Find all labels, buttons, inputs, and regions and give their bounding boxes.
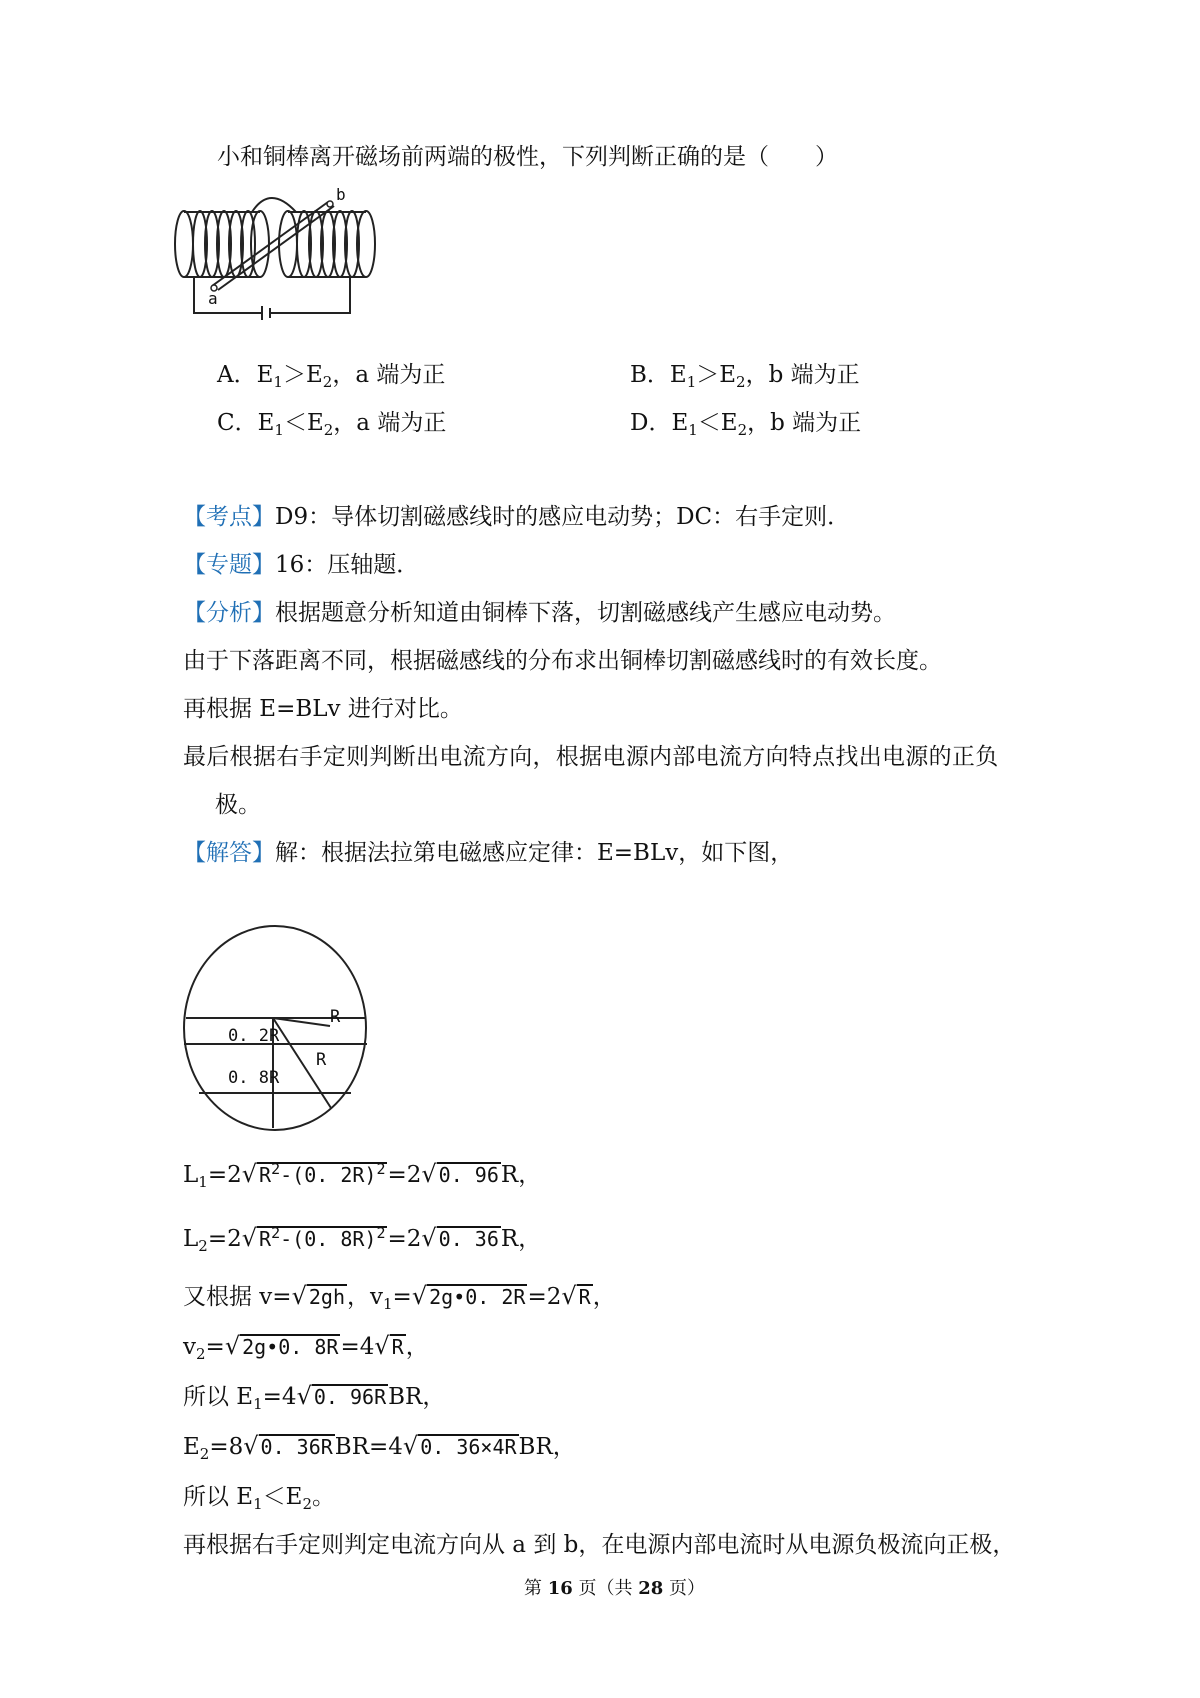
fenxi-line-2: 由于下落距离不同，根据磁感线的分布求出铜棒切割磁感线时的有效长度。 (183, 648, 942, 674)
question-stem: 小和铜棒离开磁场前两端的极性，下列判断正确的是（ ） (217, 144, 838, 170)
coil-figure (170, 182, 410, 348)
last-line: 再根据右手定则判定电流方向从 a 到 b，在电源内部电流时从电源负极流向正极， (183, 1532, 1016, 1558)
page-footer: 第 16 页（共 28 页） (524, 1578, 706, 1599)
label-a: a (208, 289, 218, 308)
jieda-text: 解：根据法拉第电磁感应定律：E=BLv，如下图， (275, 840, 794, 866)
formula-l1: $L_1=2√$ $R^2-(0$. 2R)$^2$=2√ 0. 96R， (183, 1160, 542, 1191)
formula-v: 又根据 v=√ 2gh，$v_1=√$ 2g•0. 2R=2√ R， (183, 1282, 616, 1313)
jieda-line (183, 838, 793, 868)
zhuanti-line (183, 550, 419, 580)
label-r-top: R (330, 1007, 341, 1027)
zhuanti-text: 16：压轴题． (275, 552, 420, 578)
page-total: 28 (638, 1578, 664, 1599)
formula-e2: $E_2=8√$ 0. 36RBR=4√ 0. 36×4RBR， (183, 1432, 576, 1463)
label-0-8r: 0. 8R (228, 1068, 280, 1088)
fenxi-text: 根据题意分析知道由铜棒下落，切割磁感线产生感应电动势。 (275, 600, 896, 626)
option-d: D．$E_1<E_2$，b 端为正 (630, 410, 862, 439)
kaodian-text: D9：导体切割磁感线时的感应电动势；DC：右手定则． (275, 504, 851, 530)
label-b: b (336, 185, 346, 204)
jieda-tag: 【解答】 (183, 840, 275, 866)
fenxi-tag: 【分析】 (183, 600, 275, 626)
kaodian-tag: 【考点】 (183, 504, 275, 530)
option-a: A．$E_1>E_2$，a 端为正 (217, 362, 446, 391)
label-0-2r: 0. 2R (228, 1026, 280, 1046)
option-c: C．$E_1<E_2$，a 端为正 (217, 410, 447, 439)
formula-l2: $L_2=2√$ $R^2-(0$. 8R)$^2$=2√ 0. 36R， (183, 1224, 542, 1255)
formula-v2: $v_2=√$ 2g•0. 8R=4√ R， (183, 1332, 429, 1363)
fenxi-line-4: 最后根据右手定则判断出电流方向，根据电源内部电流方向特点找出电源的正负 (183, 744, 999, 770)
label-r-diag: R (316, 1050, 327, 1070)
fenxi-line-3: 再根据 E=BLv 进行对比。 (183, 696, 463, 722)
page-number: 16 (547, 1578, 573, 1599)
formula-compare: 所以 $E_1<E_2$。 (183, 1484, 335, 1513)
option-b: B．$E_1>E_2$，b 端为正 (630, 362, 860, 391)
fenxi-line (183, 598, 896, 628)
zhuanti-tag: 【专题】 (183, 552, 275, 578)
kaodian-line (183, 502, 850, 532)
circle-figure (180, 918, 380, 1138)
formula-e1: 所以 $E_1=4√$ 0. 96RBR， (183, 1382, 446, 1413)
fenxi-line-5: 极。 (215, 792, 261, 818)
